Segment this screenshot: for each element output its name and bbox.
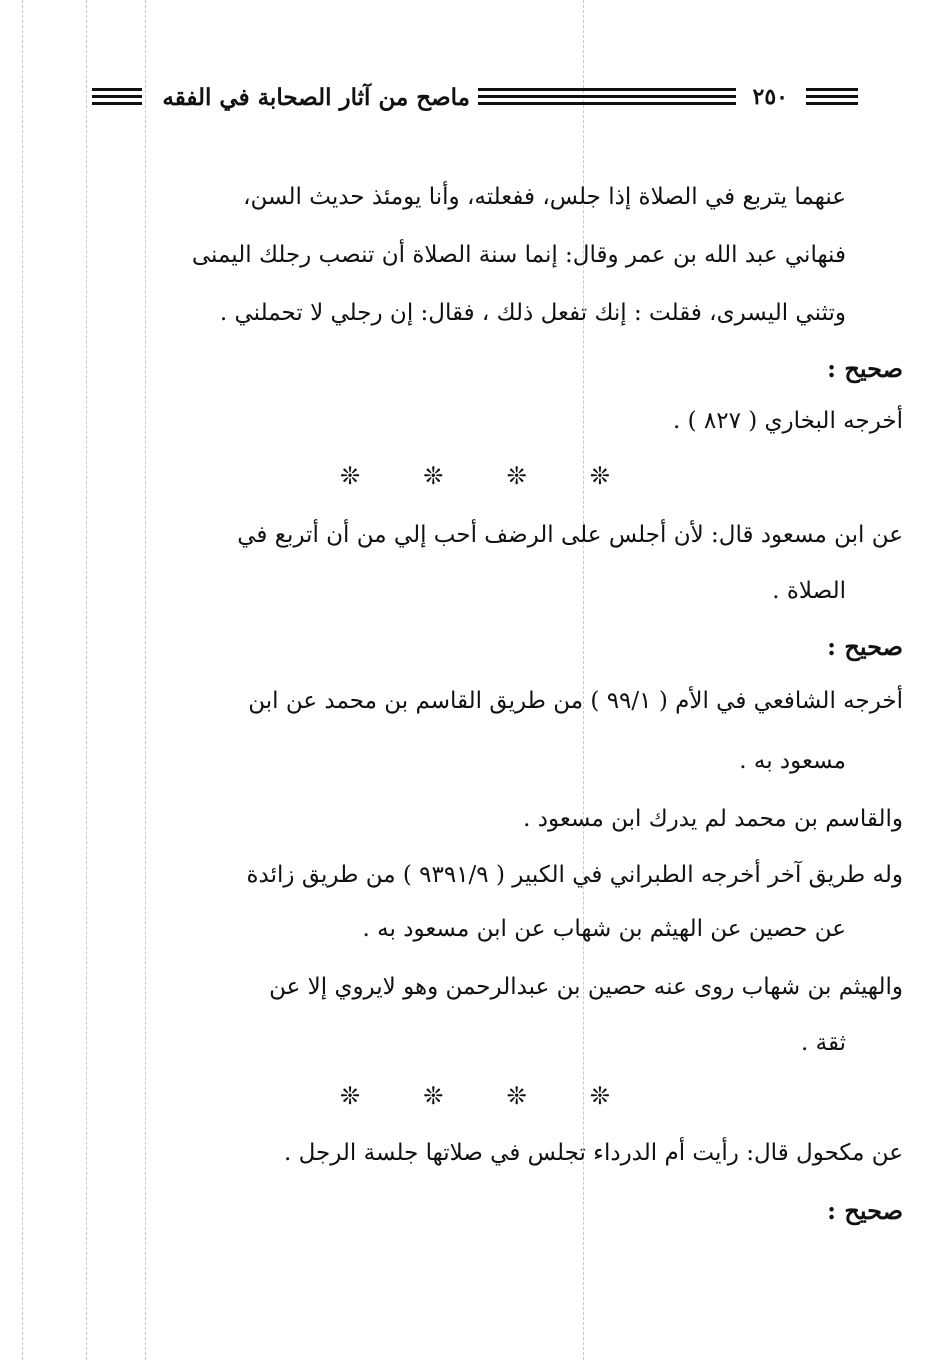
- text-line: وله طريق آخر أخرجه الطبراني في الكبير ( ٩٣٩١/٩ ) من طريق زائدة: [246, 862, 903, 888]
- text-line: عن حصين عن الهيثم بن شهاب عن ابن مسعود به .: [362, 916, 846, 942]
- text-line: وتثني اليسرى، فقلت : إنك تفعل ذلك ، فقال: إن رجلي لا تحملني .: [219, 300, 846, 326]
- header-bar-left: [92, 88, 142, 112]
- star-icon: ❊: [423, 462, 444, 490]
- book-title: ماصح من آثار الصحابة في الفقه: [162, 84, 470, 111]
- text-line: عن ابن مسعود قال: لأن أجلس على الرضف أحب إلي من أن أتربع في: [237, 522, 903, 548]
- star-icon: ❊: [340, 1082, 361, 1110]
- section-heading: صحيح :: [827, 354, 903, 383]
- header-bar-right: [806, 88, 858, 112]
- star-icon: ❊: [589, 1082, 610, 1110]
- text-line: عنهما يتربع في الصلاة إذا جلس، ففعلته، وأنا يومئذ حديث السن،: [243, 184, 846, 210]
- text-line: مسعود به .: [739, 748, 846, 774]
- star-icon: ❊: [506, 462, 527, 490]
- section-heading: صحيح :: [827, 1196, 903, 1225]
- text-line: عن مكحول قال: رأيت أم الدرداء تجلس في صلاتها جلسة الرجل .: [283, 1140, 903, 1166]
- section-heading: صحيح :: [827, 632, 903, 661]
- text-line: فنهاني عبد الله بن عمر وقال: إنما سنة الصلاة أن تنصب رجلك اليمنى: [191, 242, 846, 268]
- header-bar-middle: [478, 88, 736, 112]
- text-line: أخرجه البخاري ( ٨٢٧ ) .: [672, 408, 903, 434]
- star-icon: ❊: [423, 1082, 444, 1110]
- text-line: والقاسم بن محمد لم يدرك ابن مسعود .: [523, 806, 903, 832]
- separator-stars: [340, 462, 610, 490]
- page-number: ٢٥٠: [752, 84, 788, 110]
- page-header: [92, 82, 858, 122]
- star-icon: ❊: [589, 462, 610, 490]
- star-icon: ❊: [506, 1082, 527, 1110]
- scan-line: [86, 0, 87, 1360]
- text-line: ثقة .: [801, 1030, 846, 1056]
- text-line: والهيثم بن شهاب روى عنه حصين بن عبدالرحمن وهو لايروي إلا عن: [269, 974, 903, 1000]
- separator-stars: [340, 1082, 610, 1110]
- star-icon: ❊: [340, 462, 361, 490]
- scan-line: [22, 0, 23, 1360]
- text-line: الصلاة .: [772, 578, 846, 604]
- text-line: أخرجه الشافعي في الأم ( ٩٩/١ ) من طريق القاسم بن محمد عن ابن: [248, 688, 903, 714]
